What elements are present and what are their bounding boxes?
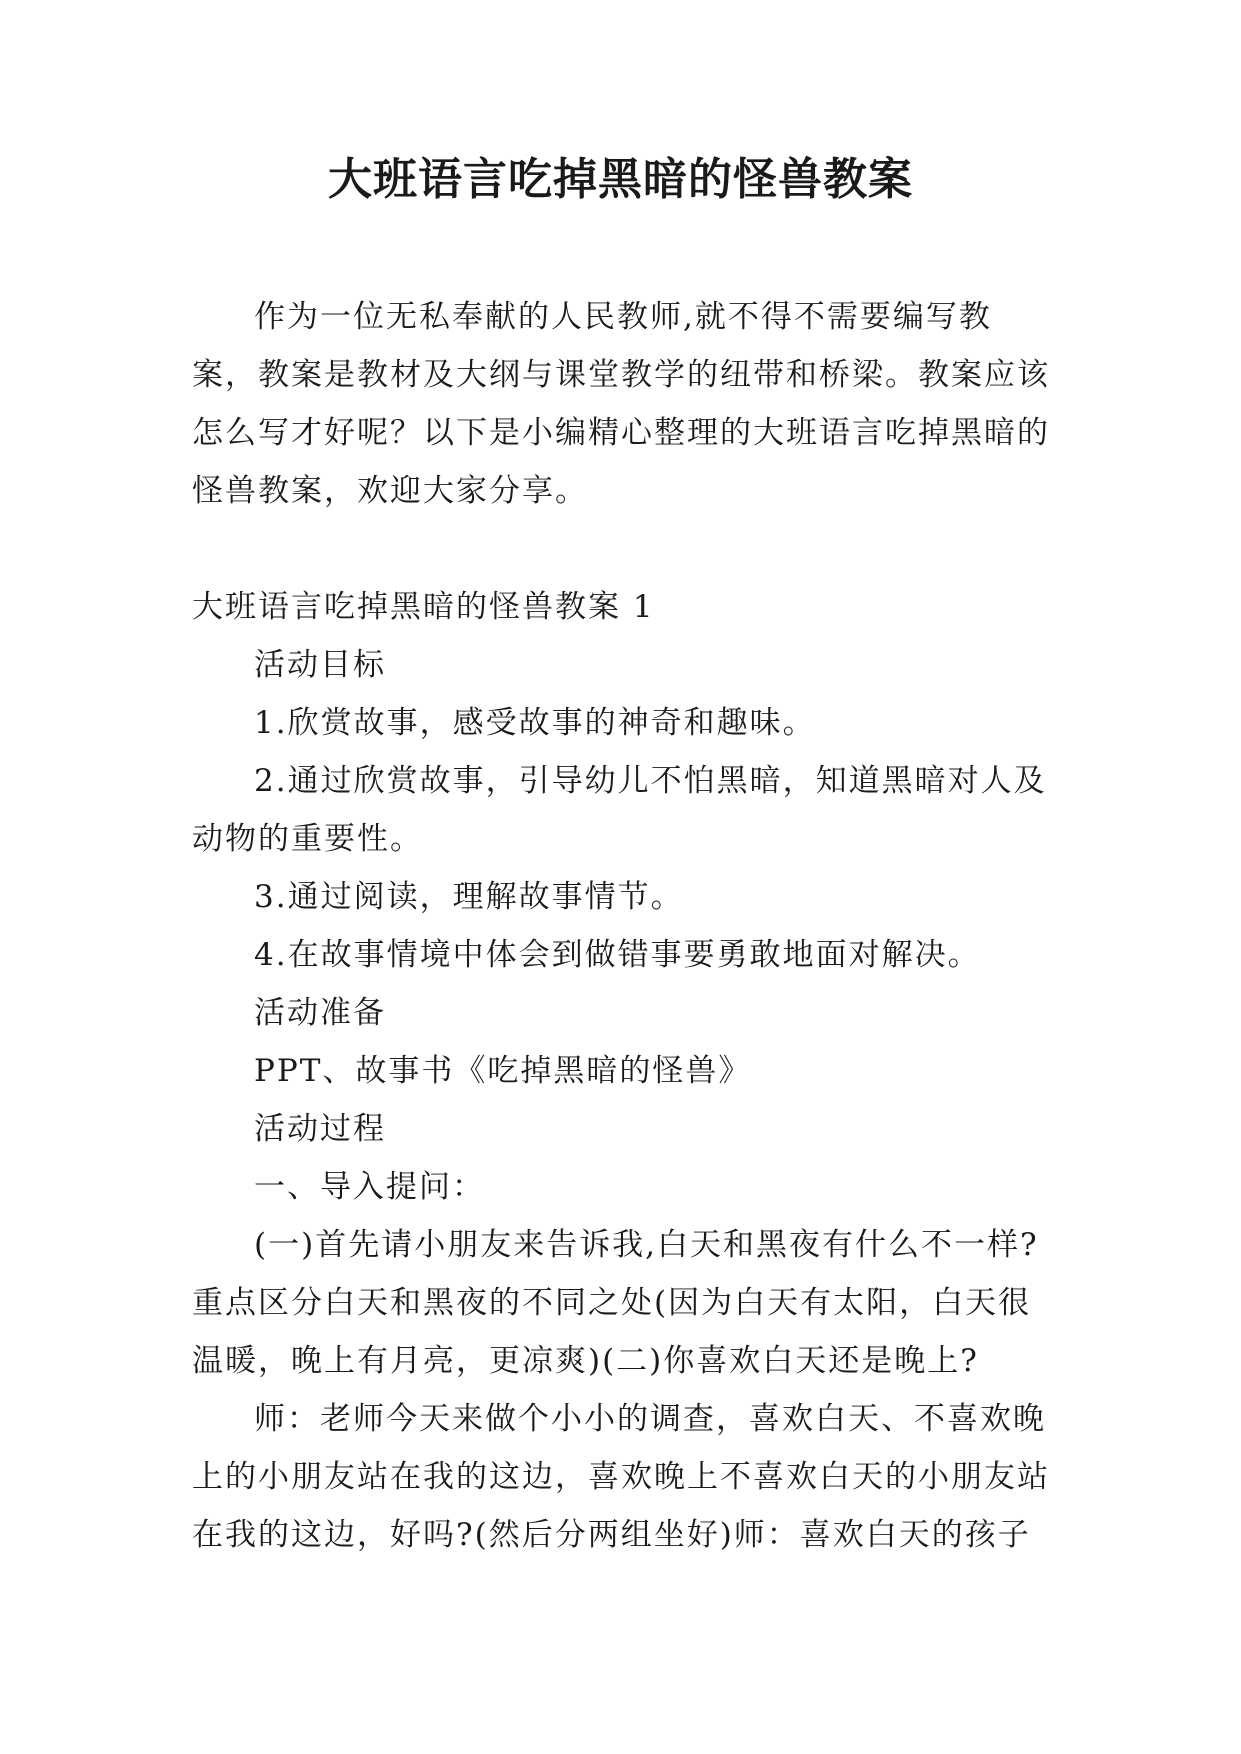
intro-paragraph: 作为一位无私奉献的人民教师,就不得不需要编写教案，教案是教材及大纲与课堂教学的纽带和桥梁。教案应该怎么写才好呢？以下是小编精心整理的大班语言吃掉黑暗的怪兽教案，欢迎大家分享。 bbox=[192, 299, 1050, 509]
heading-activity-goals: 活动目标 bbox=[254, 647, 386, 683]
process-paragraph-2: 师：老师今天来做个小小的调查，喜欢白天、不喜欢晚上的小朋友站在我的这边，喜欢晚上不喜欢白天的小朋友站在我的这边，好吗?(然后分两组坐好)师：喜欢白天的孩子 bbox=[192, 1401, 1050, 1553]
document-title: 大班语言吃掉黑暗的怪兽教案 bbox=[328, 154, 913, 205]
process-step-1-heading: 一、导入提问： bbox=[254, 1169, 485, 1205]
goal-item-3: 3.通过阅读，理解故事情节。 bbox=[254, 879, 684, 915]
process-paragraph-1: (一)首先请小朋友来告诉我,白天和黑夜有什么不一样?重点区分白天和黑夜的不同之处(因为白天有太阳，白天很温暖，晚上有月亮，更凉爽)(二)你喜欢白天还是晚上? bbox=[192, 1227, 1039, 1379]
goal-item-4: 4.在故事情境中体会到做错事要勇敢地面对解决。 bbox=[254, 937, 981, 973]
section-heading: 大班语言吃掉黑暗的怪兽教案 1 bbox=[192, 589, 655, 625]
goal-item-1: 1.欣赏故事，感受故事的神奇和趣味。 bbox=[254, 705, 816, 741]
heading-activity-preparation: 活动准备 bbox=[254, 995, 386, 1031]
goal-item-2: 2.通过欣赏故事，引导幼儿不怕黑暗，知道黑暗对人及动物的重要性。 bbox=[192, 763, 1047, 857]
paragraph-gap bbox=[192, 520, 1050, 578]
preparation-text: PPT、故事书《吃掉黑暗的怪兽》 bbox=[254, 1053, 752, 1089]
heading-activity-process: 活动过程 bbox=[254, 1111, 386, 1147]
document-body bbox=[192, 288, 1050, 1564]
